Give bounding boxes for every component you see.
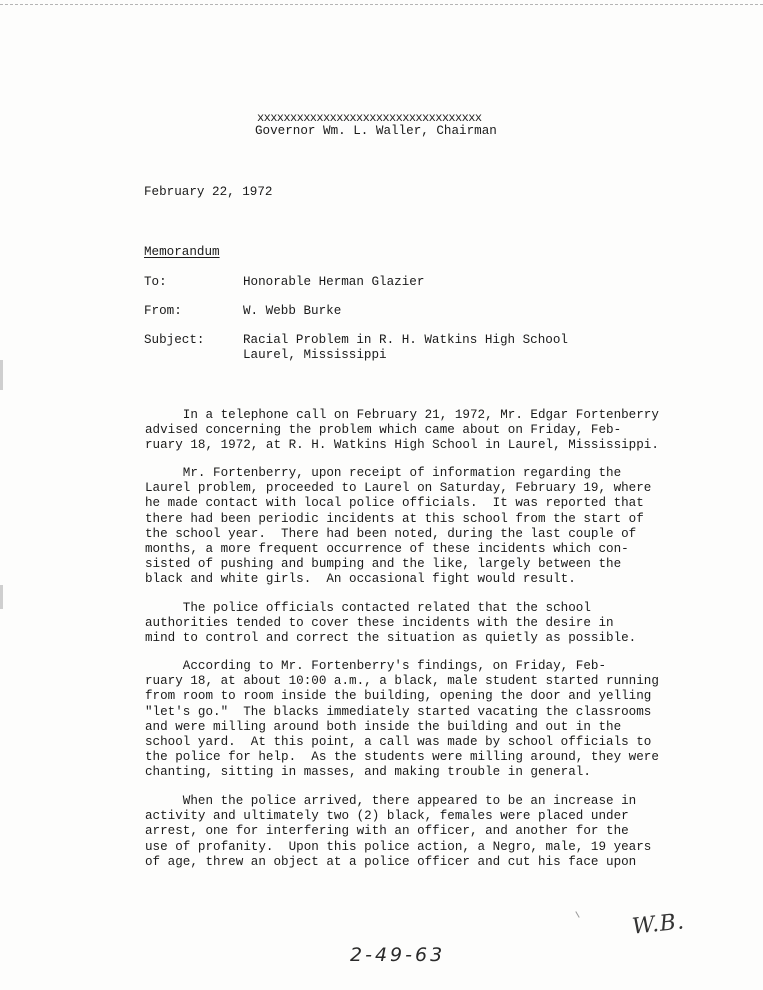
paragraph-line: he made contact with local police officials. It was reported that (145, 496, 644, 511)
paragraph-line: months, a more frequent occurrence of these incidents which con- (145, 542, 629, 557)
paragraph-line: chanting, sitting in masses, and making trouble in general. (145, 765, 591, 780)
paragraph-line: use of profanity. Upon this police action, a Negro, male, 19 years (145, 839, 652, 854)
paragraph-line: In a telephone call on February 21, 1972, Mr. Edgar Fortenberry (145, 408, 659, 422)
scan-edge-mark (0, 360, 3, 390)
paragraph-2 (145, 466, 665, 588)
paragraph-line: Laurel problem, proceeded to Laurel on Saturday, February 19, where (145, 481, 652, 496)
handwritten-initials: W.B. (630, 909, 687, 940)
paragraph-1 (145, 408, 665, 454)
paragraph-line: and were milling around both inside the building and out in the (145, 719, 622, 734)
memo-date: February 22, 1972 (144, 185, 273, 199)
paragraph-line: The police officials contacted related that the school (145, 601, 591, 615)
paragraph-line: advised concerning the problem which came about on Friday, Feb- (145, 423, 622, 438)
paragraph-line: arrest, one for interfering with an officer, and another for the (145, 824, 629, 839)
paragraph-line: of age, threw an object at a police officer and cut his face upon (145, 854, 637, 869)
handwritten-page-number: 2-49-63 (350, 944, 446, 966)
to-label: To: (144, 275, 167, 289)
from-value: W. Webb Burke (243, 304, 342, 318)
to-value: Honorable Herman Glazier (243, 275, 425, 289)
subject-line-2: Laurel, Mississippi (243, 348, 387, 362)
paragraph-line: there had been periodic incidents at this school from the start of (145, 511, 644, 526)
paragraph-line: the police for help. As the students were milling around, they were (145, 750, 659, 765)
paragraph-line: activity and ultimately two (2) black, females were placed under (145, 809, 629, 824)
paragraph-5 (145, 794, 665, 870)
paragraph-line: Mr. Fortenberry, upon receipt of information regarding the (145, 466, 622, 480)
top-edge-rule (0, 4, 763, 5)
memo-heading: Memorandum (144, 245, 220, 259)
stray-pen-mark (575, 911, 579, 918)
paragraph-3 (145, 601, 665, 647)
paragraph-line: the school year. There had been noted, during the last couple of (145, 526, 637, 541)
paragraph-line: authorities tended to cover these incidents with the desire in (145, 616, 614, 631)
subject-line-1: Racial Problem in R. H. Watkins High School (243, 333, 568, 347)
struck-out-line: xxxxxxxxxxxxxxxxxxxxxxxxxxxxxxxxxx (257, 111, 482, 125)
paragraph-line: sisted of pushing and bumping and the like, largely between the (145, 557, 622, 572)
paragraph-line: According to Mr. Fortenberry's findings, on Friday, Feb- (145, 659, 607, 673)
paragraph-4 (145, 659, 665, 781)
chairman-line: Governor Wm. L. Waller, Chairman (255, 124, 497, 138)
paragraph-line: black and white girls. An occasional fight would result. (145, 572, 576, 587)
scan-edge-mark (0, 585, 3, 609)
paragraph-line: from room to room inside the building, opening the door and yelling (145, 689, 652, 704)
paragraph-line: school yard. At this point, a call was made by school officials to (145, 735, 652, 750)
paragraph-line: "let's go." The blacks immediately started vacating the classrooms (145, 704, 652, 719)
paragraph-line: ruary 18, 1972, at R. H. Watkins High School in Laurel, Mississippi. (145, 438, 659, 453)
subject-label: Subject: (144, 333, 205, 347)
paragraph-line: ruary 18, at about 10:00 a.m., a black, male student started running (145, 674, 659, 689)
from-label: From: (144, 304, 182, 318)
paragraph-line: When the police arrived, there appeared to be an increase in (145, 794, 637, 808)
paragraph-line: mind to control and correct the situation as quietly as possible. (145, 631, 637, 646)
